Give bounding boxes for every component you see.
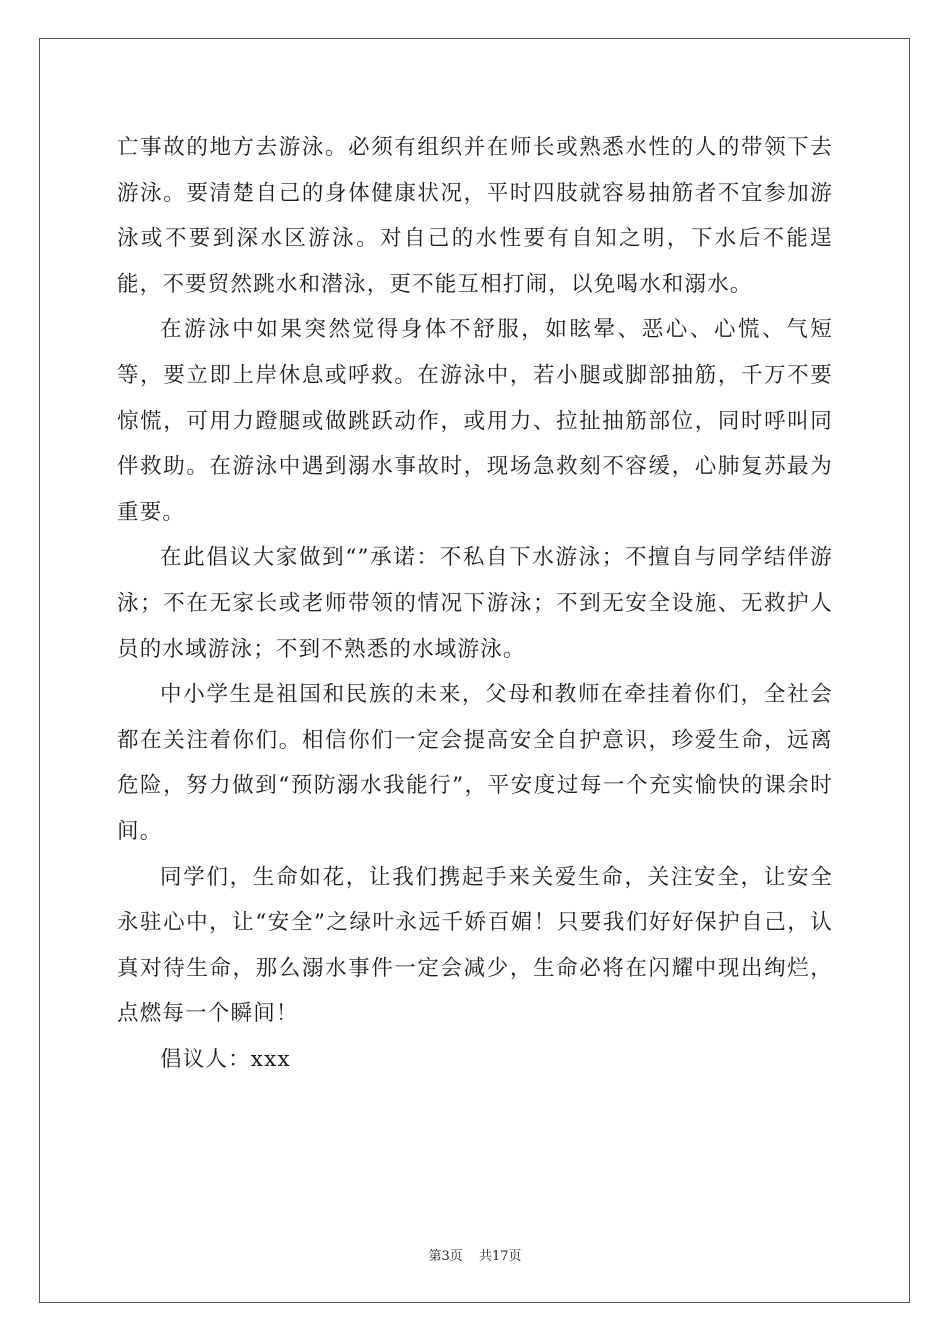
paragraph-4: 中小学生是祖国和民族的未来，父母和教师在牵挂着你们，全社会都在关注着你们。相信你们一定会提高安全自护意识，珍爱生命，远离危险，努力做到“预防溺水我能行”，平安度过每一个充实愉快的课余时间。 [117, 682, 833, 844]
page-number: 第3页 [428, 1249, 463, 1264]
paragraph-1: 亡事故的地方去游泳。必须有组织并在师长或熟悉水性的人的带领下去游泳。要清楚自己的身体健康状况，平时四肢就容易抽筋者不宜参加游泳或不要到深水区游泳。对自己的水性要有自知之明，下水后不能逞能，不要贸然跳水和潜泳，更不能互相打闹，以免喝水和溺水。 [117, 135, 833, 297]
total-pages: 共17页 [478, 1249, 522, 1264]
paragraph-5: 同学们，生命如花，让我们携起手来关爱生命，关注安全，让安全永驻心中，让“安全”之绿叶永远千娇百媚！只要我们好好保护自己，认真对待生命，那么溺水事件一定会减少，生命必将在闪耀中现出绚烂，点燃每一个瞬间！ [117, 864, 833, 1027]
page-footer [0, 1245, 950, 1264]
signature-line: 倡议人：xxx [160, 1046, 291, 1072]
paragraph-3: 在此倡议大家做到“”承诺：不私自下水游泳；不擅自与同学结伴游泳；不在无家长或老师带领的情况下游泳；不到无安全设施、无救护人员的水域游泳；不到不熟悉的水域游泳。 [117, 545, 833, 662]
paragraph-2: 在游泳中如果突然觉得身体不舒服，如眩晕、恶心、心慌、气短等，要立即上岸休息或呼救。在游泳中，若小腿或脚部抽筋，千万不要惊慌，可用力蹬腿或做跳跃动作，或用力、拉扯抽筋部位，同时呼叫同伴救助。在游泳中遇到溺水事故时，现场急救刻不容缓，心肺复苏最为重要。 [117, 317, 833, 525]
document-body [117, 125, 833, 1082]
